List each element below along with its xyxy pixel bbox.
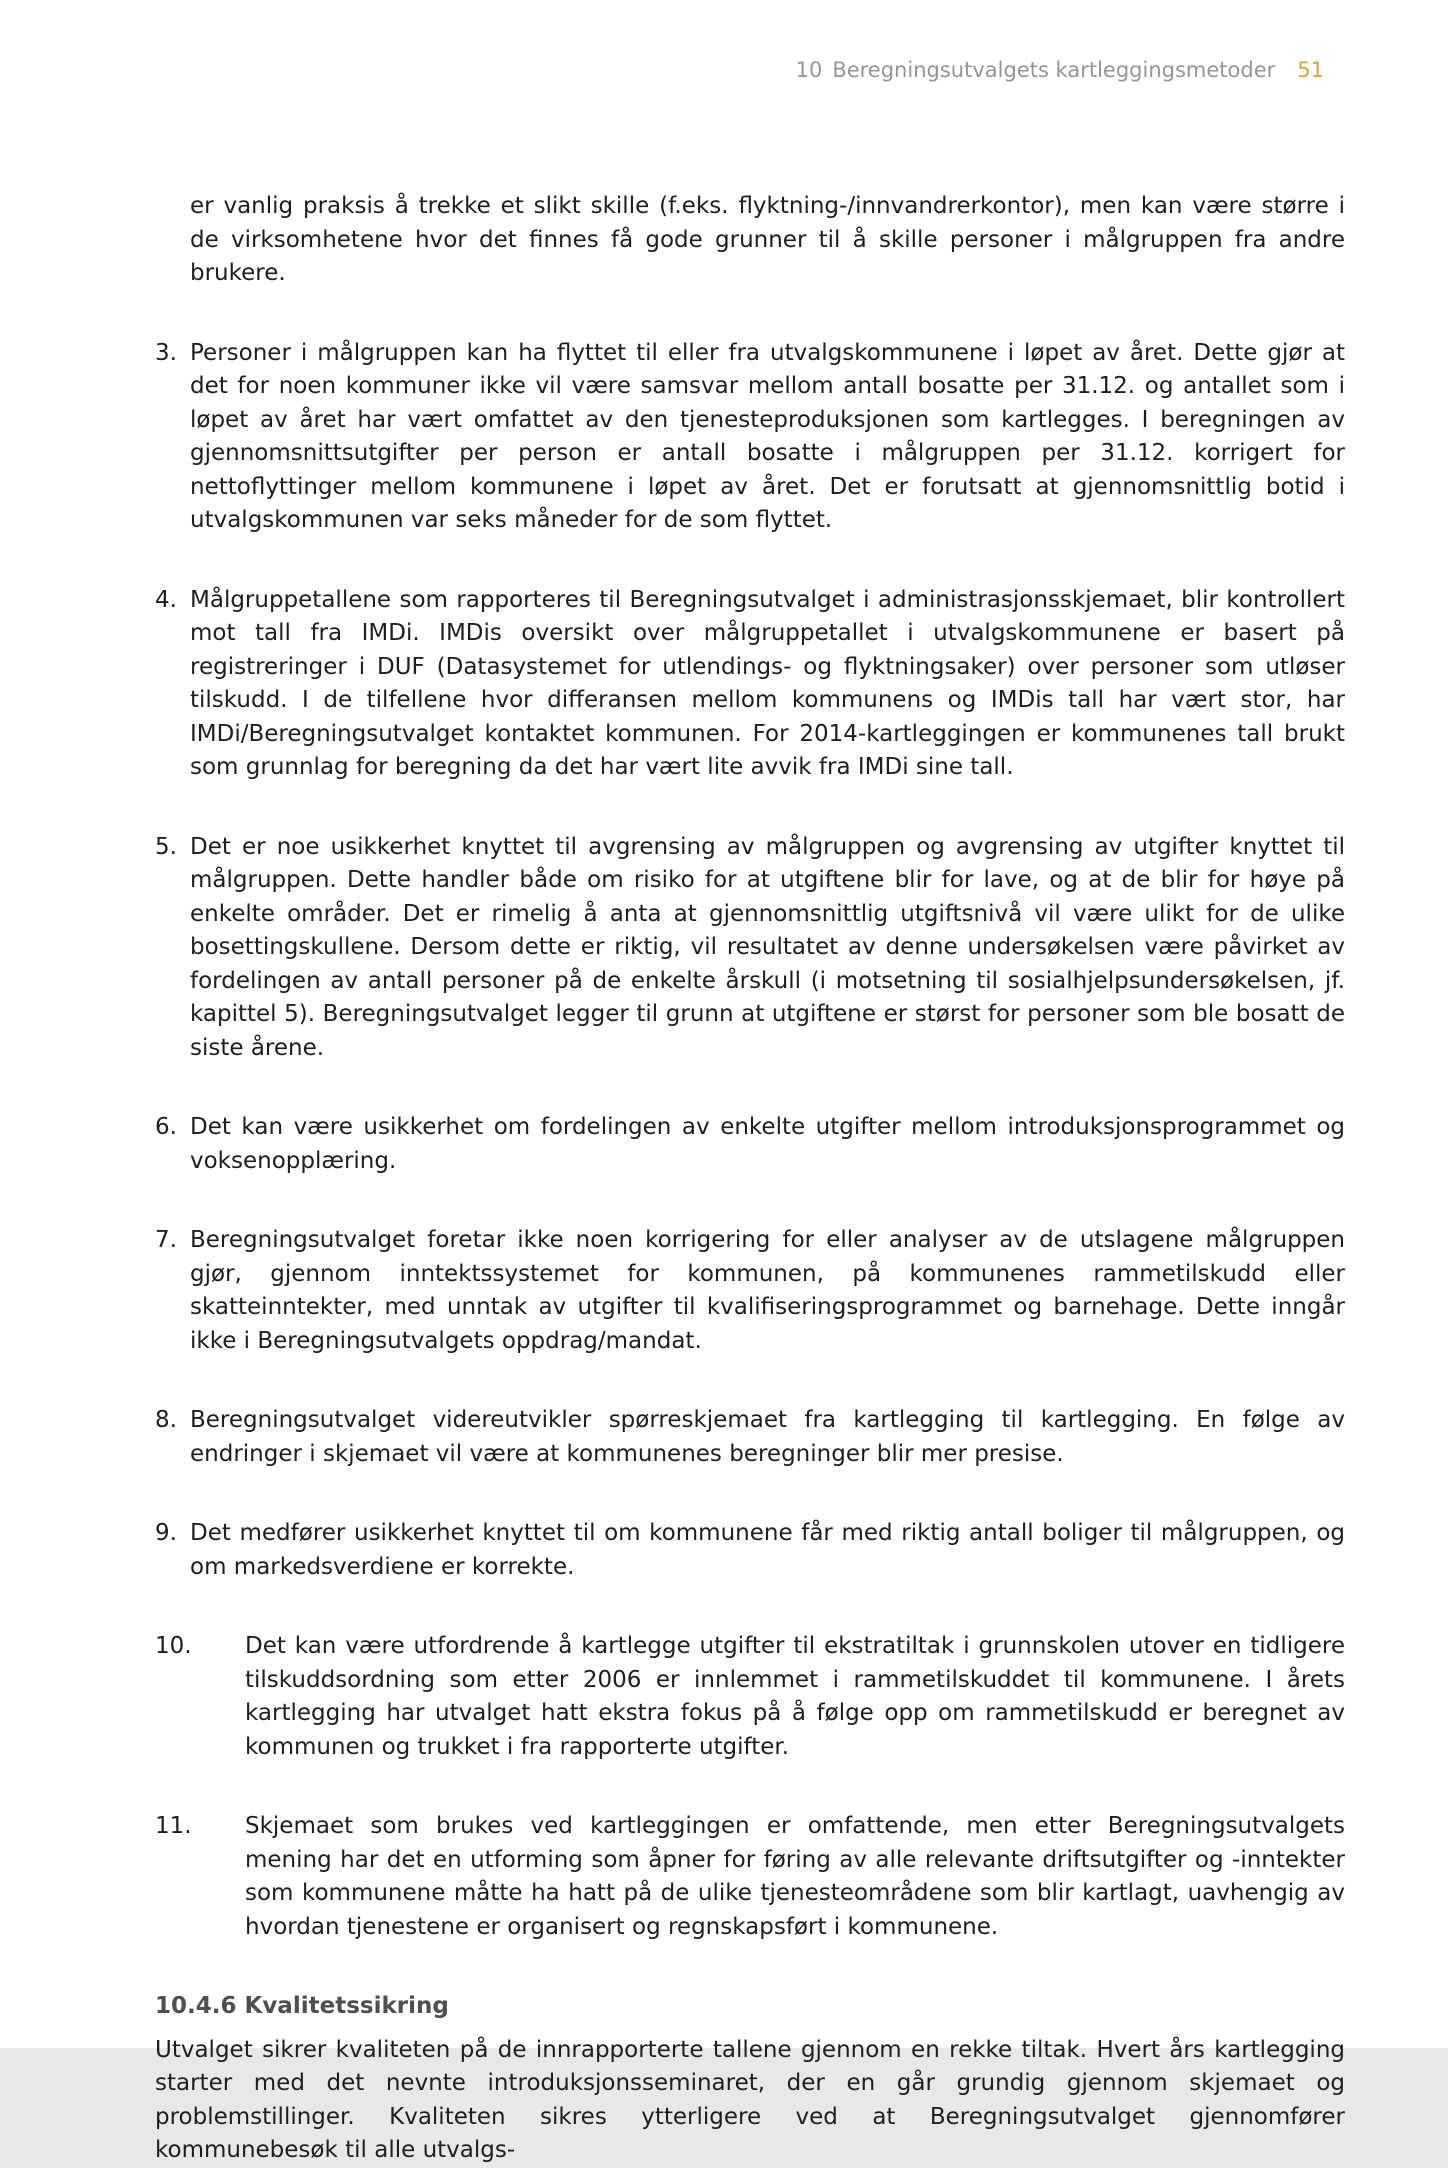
list-item: [155, 337, 1345, 538]
chapter-number: 10: [795, 58, 823, 82]
running-header-title: Beregningsutvalgets kartleggingsmetoder: [832, 58, 1276, 82]
list-item-number: 4.: [155, 586, 177, 613]
list-item: [155, 1810, 1345, 1944]
list-item: [155, 831, 1345, 1066]
list-item-number: 3.: [155, 339, 177, 366]
list-item-number: 11.: [155, 1813, 192, 1839]
list-item-number: 7.: [155, 1227, 177, 1253]
list-item: [155, 1224, 1345, 1358]
list-item-number: 10.: [155, 1633, 192, 1659]
list-item: [155, 1404, 1345, 1471]
list-item-text: Beregningsutvalget foretar ikke noen korrigering for eller analyser av de utslagene målgruppen gjør, gjennom inntektssystemet for kommunen, på kommunenes rammetilskudd eller skatteinntekter, med unntak av utgifter til kvalifiseringsprogrammet og barnehage. Dette inngår ikke i Beregningsutvalgets oppdrag/mandat.: [190, 1227, 1345, 1354]
running-header: [796, 58, 1324, 83]
list-item: [155, 1111, 1345, 1178]
continuation-paragraph: er vanlig praksis å trekke et slikt skille (f.eks. flyktning-/innvandrerkontor), men kan være større i de virksomhetene hvor det finnes få gode grunner til å skille personer i målgruppen fra andre brukere.: [190, 193, 1345, 286]
list-item-text: Det kan være usikkerhet om fordelingen av enkelte utgifter mellom introduksjonsprogrammet og voksenopplæring.: [190, 1114, 1345, 1174]
list-item: [155, 1517, 1345, 1584]
list-item-number: 5.: [155, 833, 177, 860]
list-item-text: Beregningsutvalget videreutvikler spørreskjemaet fra kartlegging til kartlegging. En følge av endringer i skjemaet vil være at kommunenes beregninger blir mer presise.: [190, 1407, 1345, 1467]
list-item-text: Det medfører usikkerhet knyttet til om kommunene får med riktig antall boliger til målgruppen, og om markedsverdiene er korrekte.: [190, 1520, 1345, 1580]
list-item-text: Skjemaet som brukes ved kartleggingen er omfattende, men etter Beregningsutvalgets mening har det en utforming som åpner for føring av alle relevante driftsutgifter og -inntekter som kommunene måtte ha hatt på de ulike tjenesteområdene som blir kartlagt, uavhengig av hvordan tjenestene er organisert og regnskapsført i kommunene.: [245, 1813, 1345, 1940]
page-number: 51: [1297, 58, 1324, 82]
list-item-text: Det er noe usikkerhet knyttet til avgrensing av målgruppen og avgrensing av utgifter knyttet til målgruppen. Dette handler både om risiko for at utgiftene blir for lave, og at de blir for høye på enkelte områder. Det er rimelig å anta at gjennomsnittlig utgiftsnivå vil være ulikt for de ulike bosettingskullene. Dersom dette er riktig, vil resultatet av denne undersøkelsen være påvirket av fordelingen av antall personer på de enkelte årskull (i motsetning til sosialhjelpsundersøkelsen, jf. kapittel 5). Beregningsutvalget legger til grunn at utgiftene er størst for personer som ble bosatt de siste årene.: [190, 833, 1345, 1061]
list-item-text: Personer i målgruppen kan ha flyttet til eller fra utvalgskommunene i løpet av året. Dette gjør at det for noen kommuner ikke vil være samsvar mellom antall bosatte per 31.12. og antallet som i løpet av året har vært omfattet av den tjenesteproduksjonen som kartlegges. I beregningen av gjennomsnittsutgifter per person er antall bosatte i målgruppen per 31.12. korrigert for nettoflyttinger mellom kommunene i løpet av året. Det er forutsatt at gjennomsnittlig botid i utvalgskommunen var seks måneder for de som flyttet.: [190, 339, 1345, 533]
list-item: [155, 1630, 1345, 1764]
list-item-text: Det kan være utfordrende å kartlegge utgifter til ekstratiltak i grunnskolen utover en tidligere tilskuddsordning som etter 2006 er innlemmet i rammetilskuddet til kommunene. I årets kartlegging har utvalget hatt ekstra fokus på å følge opp om rammetilskudd er beregnet av kommunen og trukket i fra rapporterte utgifter.: [245, 1633, 1345, 1760]
section-heading: 10.4.6 Kvalitetssikring: [155, 1993, 449, 2019]
page-content: [155, 190, 1345, 2168]
list-item-text: Målgruppetallene som rapporteres til Beregningsutvalget i administrasjonsskjemaet, blir kontrollert mot tall fra IMDi. IMDis oversikt over målgruppetallet i utvalgskommunene er basert på registreringer i DUF (Datasystemet for utlendings- og flyktningsaker) over personer som utløser tilskudd. I de tilfellene hvor differansen mellom kommunens og IMDis tall har vært stor, har IMDi/Beregningsutvalget kontaktet kommunen. For 2014-kartleggingen er kommunenes tall brukt som grunnlag for beregning da det har vært lite avvik fra IMDi sine tall.: [190, 586, 1345, 780]
list-item: [155, 584, 1345, 785]
list-item-number: 6.: [155, 1114, 177, 1140]
list-item-number: 8.: [155, 1407, 177, 1433]
section-paragraph: Utvalget sikrer kvaliteten på de innrapporterte tallene gjennom en rekke tiltak. Hvert års kartlegging starter med det nevnte introduksjonsseminaret, der en går grundig gjennom skjemaet og problemstillinger. Kvaliteten sikres ytterligere ved at Beregningsutvalget gjennomfører kommunebesøk til alle utvalgs-: [155, 2036, 1345, 2163]
list-item-number: 9.: [155, 1520, 177, 1546]
